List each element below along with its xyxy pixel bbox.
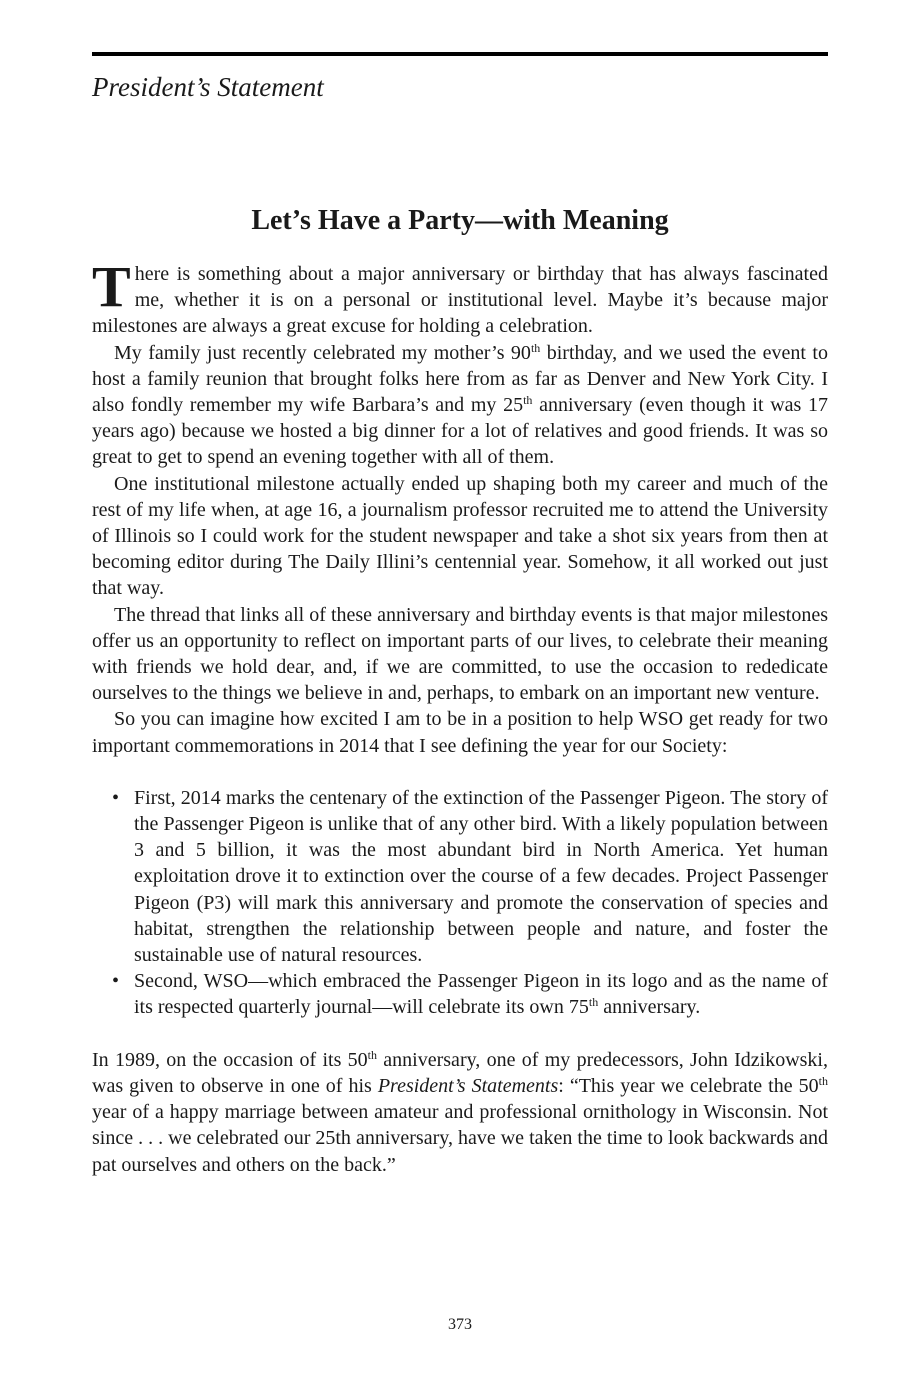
- paragraph-6: [92, 1047, 828, 1178]
- paragraph-3: One institutional milestone actually ended up shaping both my career and much of the rest of my life when, at age 16, a journalism professor recruited me to attend the University of Illinois so I could work for the student newspaper and take a shot six years from then at becoming editor during The Daily Illini’s centennial year. Somehow, it all worked out just that way.: [92, 472, 828, 600]
- bullet-item-1: [92, 785, 828, 968]
- bullet-icon: •: [112, 786, 120, 809]
- superscript: th: [523, 393, 533, 408]
- superscript: th: [367, 1047, 378, 1062]
- bullet-icon: •: [112, 970, 120, 993]
- bullet-text: Second, WSO—which embraced the Passenger Pigeon in its logo and as the name of its respected quarterly journal—will celebrate its own 75: [134, 970, 828, 1019]
- superscript: th: [530, 340, 541, 355]
- paragraph-2: [92, 340, 828, 471]
- superscript: th: [818, 1073, 828, 1088]
- text-run: My family just recently celebrated my mother’s 90: [114, 341, 531, 364]
- italic-title: President’s Statements: [377, 1074, 559, 1097]
- drop-cap: T: [92, 254, 131, 319]
- bullet-list: [92, 785, 828, 1021]
- section-title: President’s Statement: [92, 72, 324, 102]
- paragraph-1: [92, 254, 828, 340]
- article-title: Let’s Have a Party—with Meaning: [251, 205, 669, 236]
- text-run: : “This year we celebrate the 50: [558, 1074, 819, 1097]
- text-run: In 1989, on the occasion of its 50: [92, 1048, 368, 1071]
- paragraph-4: The thread that links all of these anniversary and birthday events is that major milestones offer us an opportunity to reflect on important parts of our lives, to celebrate their meaning with friends we hold dear, and, if we are committed, to use the occasion to rededicate ourselves to the things we believe in and, perhaps, to embark on an important new venture.: [92, 603, 828, 705]
- article-body: [92, 254, 828, 1178]
- paragraph-5: So you can imagine how excited I am to be in a position to help WSO get ready for two important commemorations in 2014 that I see defining the year for our Society:: [92, 708, 828, 757]
- paragraph-1-text: here is something about a major anniversary or birthday that has always fascinated me, whether it is on a personal or institutional level. Maybe it’s because major milestones are always a great excuse for holding a celebration.: [92, 263, 828, 338]
- text-run: anniversary (even though it was 17 years ago) because we hosted a big dinner for a lot of relatives and good friends. It was so great to get to spend an evening together with all of them.: [92, 394, 828, 469]
- bullet-text: First, 2014 marks the centenary of the extinction of the Passenger Pigeon. The story of the Passenger Pigeon is unlike that of any other bird. With a likely population between 3 and 5 billion, it was the most abundant bird in North America. Yet human exploitation drove it to extinction over the course of a few decades. Project Passenger Pigeon (P3) will mark this anniversary and promote the conservation of species and habitat, strengthen the relationship between people and nature, and foster the sustainable use of natural resources.: [134, 786, 828, 967]
- text-run: birthday, and we used the event to host a family reunion that brought folks here from as far as Denver and New York City. I also fondly remember my wife Barbara’s and my 25: [92, 341, 828, 417]
- header-rule: [92, 52, 828, 56]
- text-run: year of a happy marriage between amateur and professional ornithology in Wisconsin. Not since . . . we celebrated our 25th anniversary, have we taken the time to look backwards and pat ourselves and others on the back.”: [92, 1101, 828, 1176]
- bullet-text: anniversary.: [598, 996, 701, 1019]
- text-run: anniversary, one of my predecessors, John Idzikowski, was given to observe in one of his: [92, 1048, 828, 1097]
- bullet-item-2: [92, 968, 828, 1020]
- superscript: th: [588, 995, 599, 1010]
- page-number: 373: [448, 1316, 472, 1333]
